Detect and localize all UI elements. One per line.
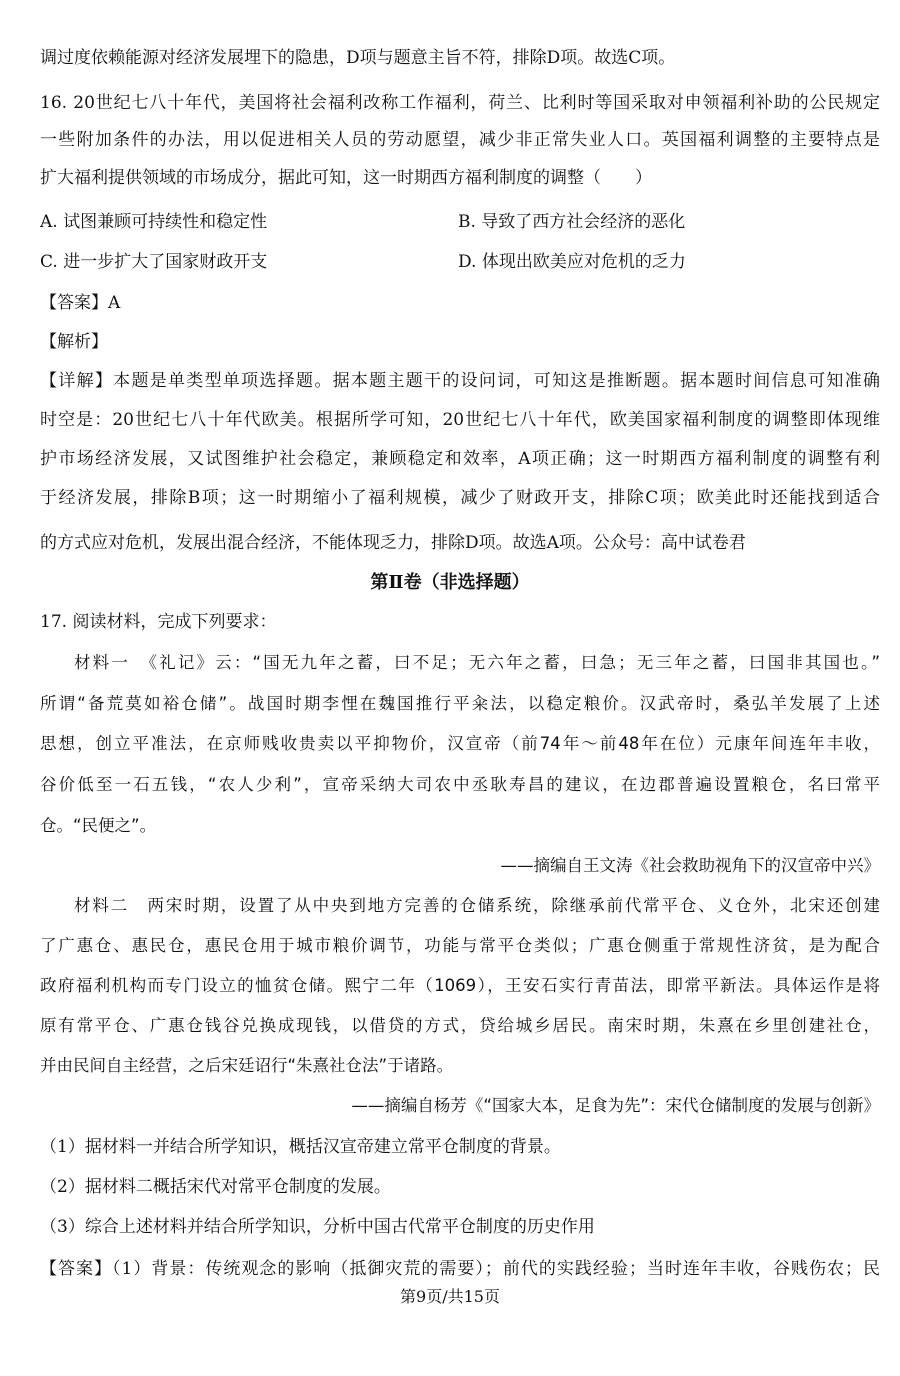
requirement-1: （1）据材料一并结合所学知识，概括汉宣帝建立常平仓制度的背景。 xyxy=(40,1137,561,1157)
material-2-line-3: 政府福利机构而专门设立的恤贫仓储。熙宁二年（1069），王安石实行青苗法，即常平新法。具体运作是将 xyxy=(40,976,880,995)
material-2-line-1: 材料二 两宋时期，设置了从中央到地方完善的仓储系统，除继承前代常平仓、义仓外，北宋还创建 xyxy=(74,896,880,915)
material-1-line-5: 仓。“民便之”。 xyxy=(40,816,157,835)
question-17-stem: 17. 阅读材料，完成下列要求： xyxy=(40,612,277,632)
detail-16-line-4: 于经济发展，排除B项；这一时期缩小了福利规模，减少了财政开支，排除C项；欧美此时还能找到适合 xyxy=(40,488,880,508)
option-d: D. 体现出欧美应对危机的乏力 xyxy=(458,252,686,272)
answer-17: 【答案】（1）背景：传统观念的影响（抵御灾荒的需要）；前代的实践经验；当时连年丰收，谷贱伤农；民 xyxy=(40,1259,880,1279)
requirement-3: （3）综合上述材料并结合所学知识，分析中国古代常平仓制度的历史作用 xyxy=(40,1217,595,1237)
material-1-line-3: 思想，创立平准法，在京师贱收贵卖以平抑物价，汉宣帝（前74年～前48年在位）元康年间连年丰收， xyxy=(40,734,880,753)
material-1-line-1: 材料一 《礼记》云：“国无九年之蓄，曰不足；无六年之蓄，曰急；无三年之蓄，曰国非其国也。” xyxy=(74,653,880,672)
detail-16-line-5: 的方式应对危机，发展出混合经济，不能体现乏力，排除D项。故选A项。公众号：高中试卷君 xyxy=(40,533,746,553)
question-16-stem-line-1: 16. 20世纪七八十年代，美国将社会福利改称工作福利，荷兰、比利时等国采取对申领福利补助的公民规定 xyxy=(40,93,880,113)
detail-16-line-2: 时空是：20世纪七八十年代欧美。根据所学可知，20世纪七八十年代，欧美国家福利制度的调整即体现维 xyxy=(40,410,880,430)
material-1-line-2: 所谓“备荒莫如裕仓储”。战国时期李悝在魏国推行平籴法，以稳定粮价。汉武帝时，桑弘羊发展了上述 xyxy=(40,694,880,713)
detail-16-line-3: 护市场经济发展，又试图维护社会稳定，兼顾稳定和效率，A项正确；这一时期西方福利制度的调整有利 xyxy=(40,449,880,469)
material-1-line-4: 谷价低至一石五钱，“农人少利”，宣帝采纳大司农中丞耿寿昌的建议，在边郡普遍设置粮仓，名曰常平 xyxy=(40,775,880,794)
question-16-stem-line-3: 扩大福利提供领域的市场成分，据此可知，这一时期西方福利制度的调整（ ） xyxy=(40,168,652,188)
prev-answer-tail: 调过度依赖能源对经济发展埋下的隐患，D项与题意主旨不符，排除D项。故选C项。 xyxy=(40,48,676,68)
question-16-stem-line-2: 一些附加条件的办法，用以促进相关人员的劳动愿望，减少非正常失业人口。英国福利调整的主要特点是 xyxy=(40,130,880,150)
option-a: A. 试图兼顾可持续性和稳定性 xyxy=(40,212,268,232)
section-title: 第Ⅱ卷（非选择题） xyxy=(370,572,530,593)
material-2-source: ——摘编自杨芳《“国家大本，足食为先”：宋代仓储制度的发展与创新》 xyxy=(351,1096,880,1115)
analysis-16-heading: 【解析】 xyxy=(40,332,108,352)
page-footer: 第9页/共15页 xyxy=(400,1287,500,1306)
material-2-line-2: 了广惠仓、惠民仓，惠民仓用于城市粮价调节，功能与常平仓类似；广惠仓侧重于常规性济贫，是为配合 xyxy=(40,936,880,955)
material-1-source: ——摘编自王文涛《社会救助视角下的汉宣帝中兴》 xyxy=(500,856,880,875)
material-2-line-5: 并由民间自主经营，之后宋廷诏行“朱熹社仓法”于诸路。 xyxy=(40,1056,454,1075)
option-c: C. 进一步扩大了国家财政开支 xyxy=(40,252,268,272)
material-2-line-4: 原有常平仓、广惠仓钱谷兑换成现钱，以借贷的方式，贷给城乡居民。南宋时期，朱熹在乡里创建社仓， xyxy=(40,1016,880,1035)
option-b: B. 导致了西方社会经济的恶化 xyxy=(458,212,686,232)
requirement-2: （2）据材料二概括宋代对常平仓制度的发展。 xyxy=(40,1177,391,1197)
answer-16: 【答案】A xyxy=(40,293,121,313)
detail-16-line-1: 【详解】本题是单类型单项选择题。据本题主题干的设问词，可知这是推断题。据本题时间信息可知准确 xyxy=(40,371,880,391)
